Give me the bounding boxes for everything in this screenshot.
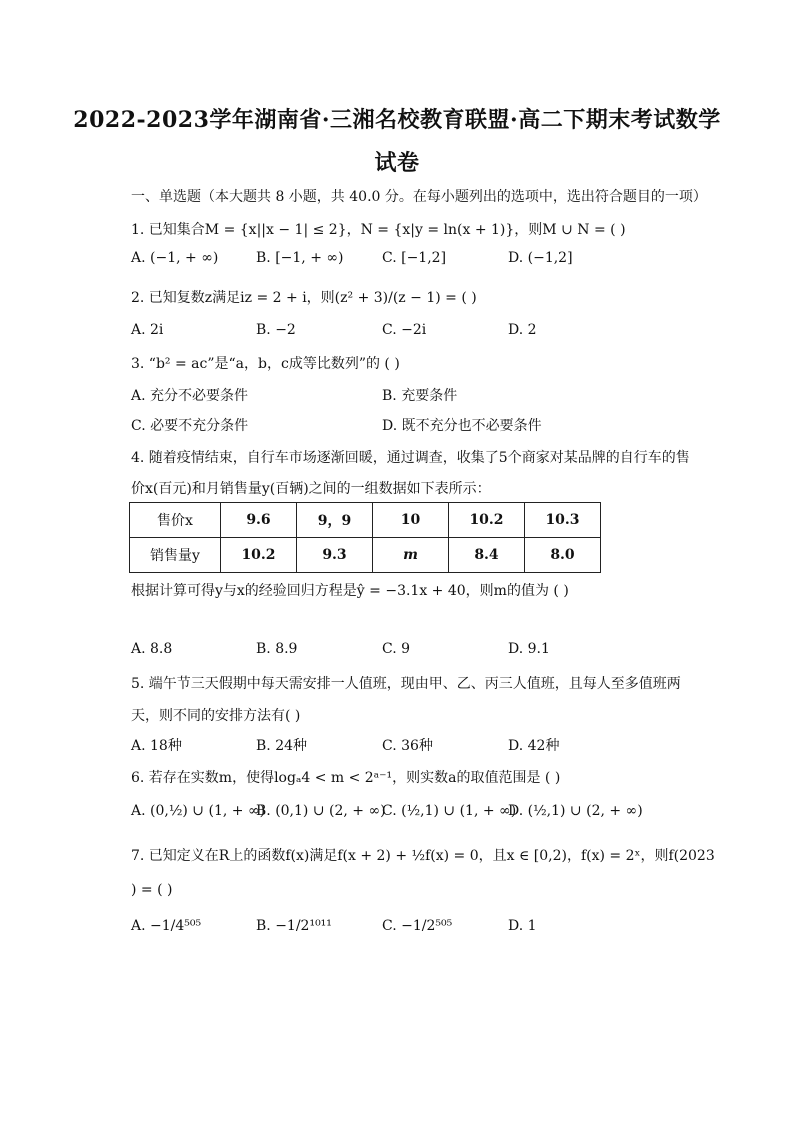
table-header-cell: 销售量y (130, 538, 221, 573)
table-cell: m (373, 538, 449, 573)
q2-option-b: B. −2 (256, 322, 296, 338)
q5-option-d: D. 42种 (508, 738, 560, 754)
table-cell: 10.2 (449, 503, 525, 538)
table-row (130, 538, 601, 573)
data-table (129, 502, 601, 573)
question-7-stem-line2: ) = ( ) (131, 882, 173, 898)
q4-option-a: A. 8.8 (131, 641, 173, 657)
table-cell: 8.0 (525, 538, 601, 573)
q3-option-a: A. 充分不必要条件 (131, 388, 249, 404)
q2-option-a: A. 2i (131, 322, 164, 338)
question-4-stem-line2: 价x(百元)和月销售量y(百辆)之间的一组数据如下表所示： (131, 481, 491, 497)
table-cell: 9.6 (221, 503, 297, 538)
table-cell: 8.4 (449, 538, 525, 573)
q7-option-c: C. −1/2⁵⁰⁵ (382, 918, 453, 934)
question-7-stem-line1: 7. 已知定义在R上的函数f(x)满足f(x + 2) + ½f(x) = 0，且x ∈ [0,2)，f(x) = 2ˣ，则f(2023 (131, 848, 715, 864)
q4-option-b: B. 8.9 (256, 641, 298, 657)
table-header-cell: 售价x (130, 503, 221, 538)
q6-option-c: C. (½,1) ∪ (1, + ∞) (382, 803, 517, 819)
q1-option-c: C. [−1,2] (382, 250, 447, 266)
question-4-stem-line1: 4. 随着疫情结束，自行车市场逐渐回暖，通过调查，收集了5个商家对某品牌的自行车的售 (131, 450, 690, 466)
q6-option-b: B. (0,1) ∪ (2, + ∞) (256, 803, 386, 819)
question-6-stem: 6. 若存在实数m，使得logₐ4 < m < 2ᵃ⁻¹，则实数a的取值范围是 ( ) (131, 770, 561, 786)
question-4-after: 根据计算可得y与x的经验回归方程是ŷ = −3.1x + 40，则m的值为 ( ) (131, 583, 569, 599)
table-cell: 10.2 (221, 538, 297, 573)
q6-option-d: D. (½,1) ∪ (2, + ∞) (508, 803, 643, 819)
question-2-stem: 2. 已知复数z满足iz = 2 + i，则(z² + 3)/(z − 1) = ( ) (131, 290, 477, 306)
table-cell: 10 (373, 503, 449, 538)
question-1-stem: 1. 已知集合M = {x||x − 1| ≤ 2}，N = {x|y = ln(x + 1)}，则M ∪ N = ( ) (131, 222, 626, 238)
table-cell: 10.3 (525, 503, 601, 538)
question-5-stem-line1: 5. 端午节三天假期中每天需安排一人值班，现由甲、乙、丙三人值班，且每人至多值班两 (131, 676, 681, 692)
q1-option-d: D. (−1,2] (508, 250, 573, 266)
q4-option-d: D. 9.1 (508, 641, 550, 657)
q6-option-a: A. (0,½) ∪ (1, + ∞) (131, 803, 266, 819)
q2-option-c: C. −2i (382, 322, 427, 338)
q5-option-b: B. 24种 (256, 738, 308, 754)
table-cell: 9.3 (297, 538, 373, 573)
section-heading: 一、单选题（本大题共 8 小题，共 40.0 分。在每小题列出的选项中，选出符合题目的一项） (131, 189, 707, 205)
q3-option-b: B. 充要条件 (382, 388, 458, 404)
q3-option-d: D. 既不充分也不必要条件 (382, 418, 542, 434)
exam-title: 2022-2023学年湖南省·三湘名校教育联盟·高二下期末考试数学 (73, 107, 721, 133)
q7-option-b: B. −1/2¹⁰¹¹ (256, 918, 332, 934)
q7-option-d: D. 1 (508, 918, 537, 934)
q2-option-d: D. 2 (508, 322, 537, 338)
table-cell: 9，9 (297, 503, 373, 538)
table-row (130, 503, 601, 538)
q5-option-a: A. 18种 (131, 738, 182, 754)
q5-option-c: C. 36种 (382, 738, 433, 754)
exam-title-continued: 试卷 (374, 150, 420, 176)
q1-option-b: B. [−1, + ∞) (256, 250, 344, 266)
question-5-stem-line2: 天，则不同的安排方法有( ) (131, 708, 301, 724)
q3-option-c: C. 必要不充分条件 (131, 418, 249, 434)
q4-option-c: C. 9 (382, 641, 411, 657)
question-3-stem: 3. “b² = ac”是“a，b，c成等比数列”的 ( ) (131, 356, 400, 372)
q1-option-a: A. (−1, + ∞) (131, 250, 219, 266)
q7-option-a: A. −1/4⁵⁰⁵ (131, 918, 202, 934)
